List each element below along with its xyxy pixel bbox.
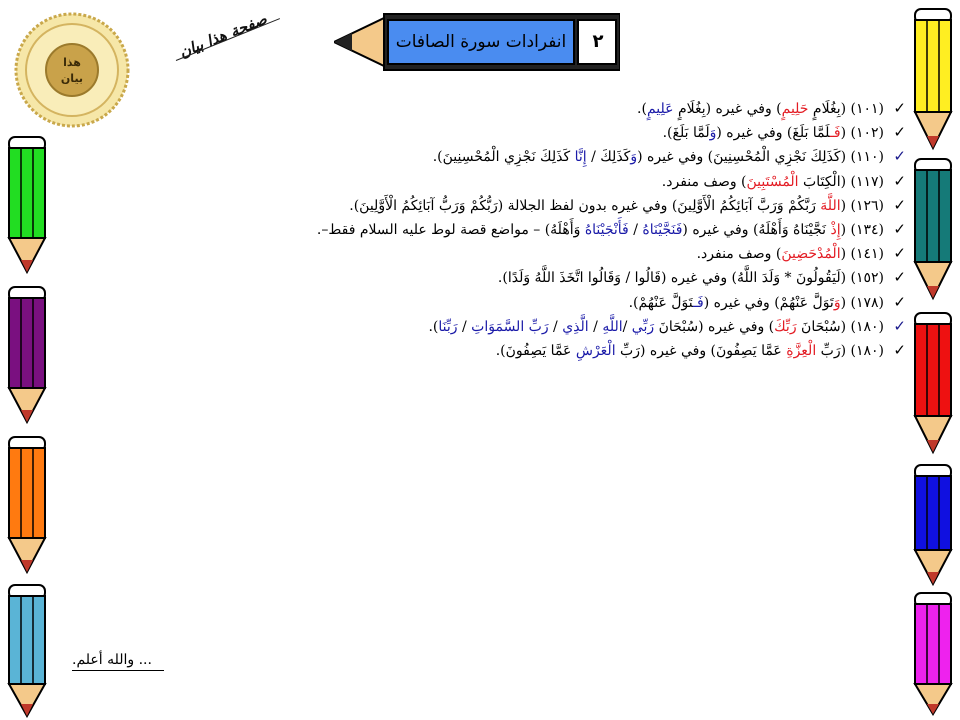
list-item — [186, 193, 906, 217]
list-item — [186, 96, 906, 120]
list-item — [186, 290, 906, 314]
item-text: ). — [428, 318, 439, 335]
highlighted-word: اللَّهَ — [820, 197, 841, 214]
check-icon: ✓ — [893, 292, 906, 311]
item-text: (١٠٢) ( — [840, 125, 884, 142]
highlighted-word: فَنَجَّيْنَاهُ — [642, 221, 683, 238]
highlighted-word: رَبِّي — [631, 318, 655, 335]
highlighted-word: رَبِّكَ — [774, 318, 797, 335]
highlighted-word: عَلِيمٍ — [646, 101, 674, 117]
check-icon: ✓ — [893, 195, 906, 214]
item-text: عَمَّا يَصِفُونَ). — [495, 342, 576, 359]
check-icon: ✓ — [893, 244, 906, 263]
highlighted-word: فَـ — [829, 125, 841, 142]
list-item — [186, 314, 906, 338]
item-text: (١٠١) (بِغُلَامٍ — [808, 101, 884, 117]
pencil-teal-icon — [912, 156, 954, 302]
list-item — [186, 338, 906, 362]
item-text: (١١٧) (الْكِتَابَ — [798, 173, 884, 190]
highlighted-word: وَ — [833, 294, 841, 311]
list-item — [186, 144, 906, 168]
closing-note: ... والله أعلم. — [72, 652, 164, 671]
highlighted-word: فَـ — [692, 294, 704, 311]
highlighted-word: اللَّهِ — [602, 318, 623, 335]
highlighted-word: فَأَنْجَيْنَاهُ — [584, 221, 629, 238]
item-text: تَوَلَّ عَنْهُمْ). — [628, 294, 693, 311]
item-text: تَوَلَّ عَنْهُمْ) وفي غيره ( — [703, 294, 834, 311]
list-item — [186, 169, 906, 193]
pencil-red-icon — [912, 310, 954, 456]
item-text: ) وصف منفرد. — [696, 246, 782, 263]
check-icon: ✓ — [893, 219, 906, 238]
item-text: / — [588, 318, 603, 335]
item-text: ) وفي غيره (بِغُلَامٍ — [673, 101, 782, 117]
pencil-purple-icon — [6, 284, 48, 426]
highlighted-word: الْمُسْتَبِينَ — [746, 173, 799, 190]
pencil-magenta-icon — [912, 590, 954, 718]
check-icon: ✓ — [893, 147, 906, 166]
highlighted-word: الْعِزَّةِ — [786, 342, 817, 359]
highlighted-word: رَبِّنَا — [438, 318, 458, 335]
item-text: ) وصف منفرد. — [661, 173, 747, 190]
item-text: (١٢٦) ( — [840, 197, 884, 214]
list-item — [186, 217, 906, 241]
pencil-yellow-icon — [912, 6, 954, 152]
pencil-blue-icon — [912, 462, 954, 588]
title-number: ٢ — [592, 31, 604, 52]
highlighted-word: الْمُدْحَضِينَ — [781, 246, 841, 263]
highlighted-word: الَّذِي — [562, 318, 589, 335]
highlighted-word: وَ — [630, 149, 638, 166]
list-item — [186, 241, 906, 265]
pencil-orange-icon — [6, 434, 48, 576]
emblem-line1: هذا — [63, 56, 81, 69]
item-text: كَذَلِكَ / — [586, 149, 631, 166]
item-text: لَمَّا بَلَغَ) وفي غيره ( — [716, 125, 830, 142]
item-text: رَبَّكُمْ وَرَبَّ آبَائِكُمُ الْأَوَّلِينَ) وفي غيره بدون لفظ الجلالة (رَبُّكُمْ وَرَبُّ آبَائِكُمُ الْأَوَّلِينَ). — [349, 197, 821, 214]
highlighted-word: الْعَرْشِ — [575, 342, 616, 359]
highlighted-word: إِذْ — [830, 221, 841, 238]
item-text: (١٨٠) (رَبِّ — [816, 342, 884, 359]
item-text: وَأَهْلَهُ) – مواضع قصة لوط عليه السلام فقط–. — [316, 221, 585, 238]
check-icon: ✓ — [893, 171, 906, 190]
pencil-green-icon — [6, 134, 48, 276]
check-icon: ✓ — [893, 268, 906, 287]
check-icon: ✓ — [893, 316, 906, 335]
list-item — [186, 120, 906, 144]
page-title: انفرادات سورة الصافات — [395, 32, 567, 52]
list-item — [186, 265, 906, 289]
item-text: لَمَّا بَلَغَ). — [662, 125, 710, 142]
item-text: (١٣٤) ( — [840, 221, 884, 238]
check-icon: ✓ — [893, 99, 906, 117]
item-text: ). — [637, 101, 647, 117]
item-text: كَذَلِكَ نَجْزِي الْمُحْسِنِينَ). — [432, 149, 575, 166]
site-emblem — [14, 12, 130, 128]
pencil-light-blue-icon — [6, 582, 48, 718]
item-text: ) وفي غيره (سُبْحَانَ — [654, 318, 775, 335]
emblem-line2: بيان — [60, 72, 84, 85]
uniqueness-list — [186, 96, 906, 362]
item-text: (١٧٨) ( — [840, 294, 884, 311]
highlighted-word: وَ — [709, 125, 717, 142]
item-text: (١١٠) (كَذَلِكَ نَجْزِي الْمُحْسِنِينَ) وفي غيره ( — [637, 149, 884, 166]
highlighted-word: حَلِيمٍ — [781, 101, 809, 117]
item-text: / — [622, 318, 632, 335]
item-text: (١٨٠) (سُبْحَانَ — [796, 318, 884, 335]
site-tag: صفحة هذا بيان — [176, 9, 270, 62]
item-text: عَمَّا يَصِفُونَ) وفي غيره (رَبِّ — [615, 342, 787, 359]
item-text: / — [628, 221, 643, 238]
item-text: نَجَّيْنَاهُ وَأَهْلَهُ) وفي غيره ( — [682, 221, 831, 238]
check-icon: ✓ — [893, 123, 906, 142]
item-text: (١٥٢) (لَيَقُولُونَ * وَلَدَ اللَّهُ) وفي غيره (قَالُوا / وَقَالُوا اتَّخَذَ اللَّهُ وَلَدًا). — [497, 270, 884, 287]
item-text: (١٤١) ( — [840, 246, 884, 263]
highlighted-word: إِنَّا — [574, 149, 587, 166]
item-text: / — [457, 318, 472, 335]
check-icon: ✓ — [893, 340, 906, 359]
highlighted-word: رَبِّ السَّمَوَاتِ — [471, 318, 549, 335]
item-text: / — [548, 318, 563, 335]
